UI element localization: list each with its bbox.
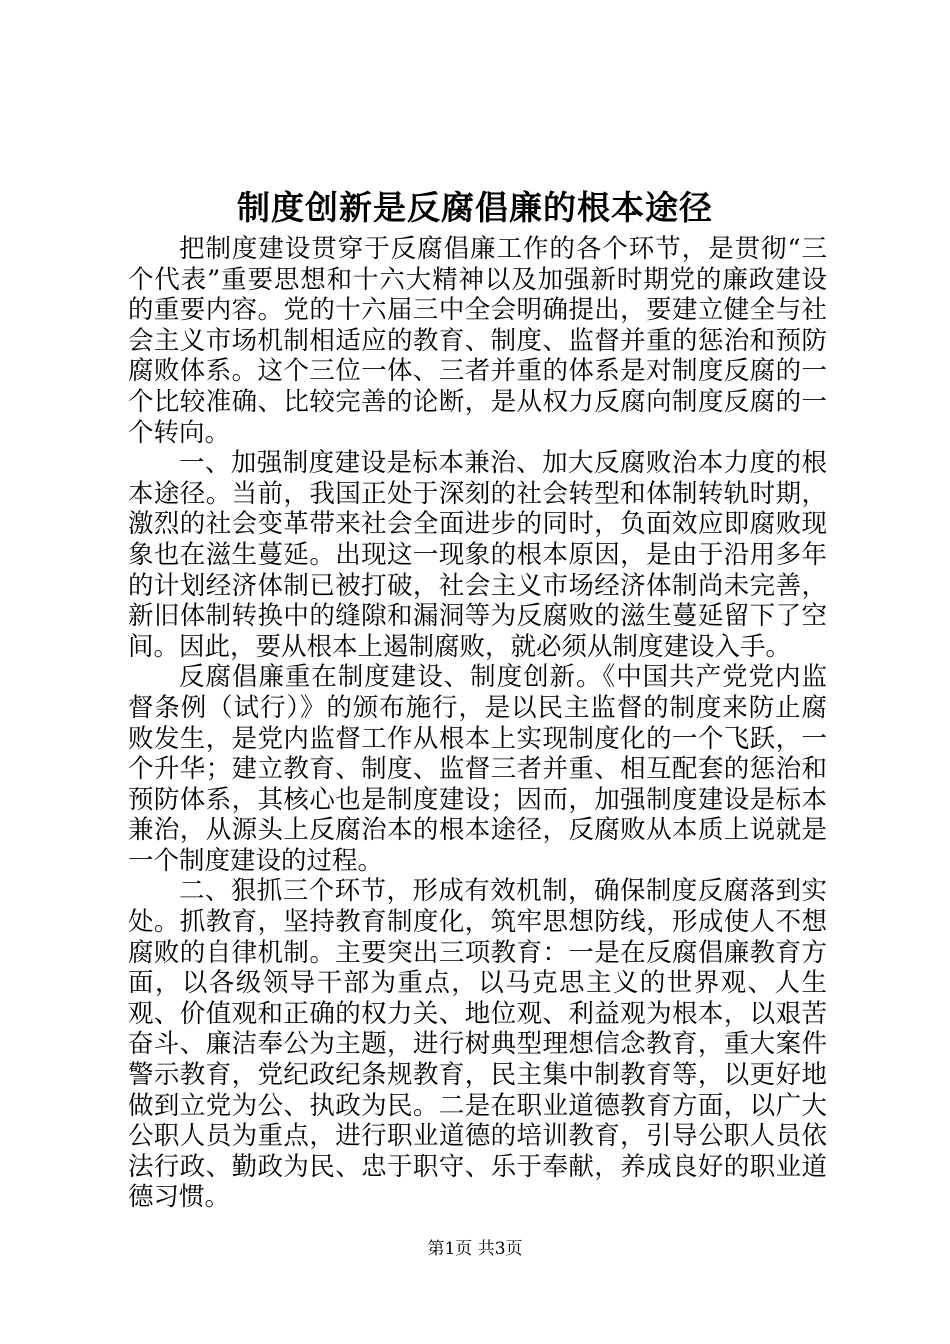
document-body (128, 234, 827, 1213)
paragraph-section-two: 二、狠抓三个环节，形成有效机制，确保制度反腐落到实处。抓教育，坚持教育制度化，筑牢思想防线，形成使人不想腐败的自律机制。主要突出三项教育：一是在反腐倡廉教育方面，以各级领导干部为重点，以马克思主义的世界观、人生观、价值观和正确的权力关、地位观、利益观为根本，以艰苦奋斗、廉洁奉公为主题，进行树典型理想信念教育，重大案件警示教育，党纪政纪条规教育，民主集中制教育等，以更好地做到立党为公、执政为民。二是在职业道德教育方面，以广大公职人员为重点，进行职业道德的培训教育，引导公职人员依法行政、勤政为民、忠于职守、乐于奉献，养成良好的职业道德习惯。 (128, 876, 827, 1213)
paragraph-intro: 把制度建设贯穿于反腐倡廉工作的各个环节，是贯彻“三个代表”重要思想和十六大精神以及加强新时期党的廉政建设的重要内容。党的十六届三中全会明确提出，要建立健全与社会主义市场机制相适应的教育、制度、监督并重的惩治和预防腐败体系。这个三位一体、三者并重的体系是对制度反腐的一个比较准确、比较完善的论断，是从权力反腐向制度反腐的一个转向。 (128, 234, 827, 448)
paragraph-institution-innovation: 反腐倡廉重在制度建设、制度创新。《中国共产党党内监督条例（试行）》的颁布施行，是以民主监督的制度来防止腐败发生，是党内监督工作从根本上实现制度化的一个飞跃，一个升华；建立教育、制度、监督三者并重、相互配套的惩治和预防体系，其核心也是制度建设；因而，加强制度建设是标本兼治，从源头上反腐治本的根本途径，反腐败从本质上说就是一个制度建设的过程。 (128, 662, 827, 876)
document-title: 制度创新是反腐倡廉的根本途径 (237, 188, 713, 227)
page-number-footer: 第1页 共3页 (427, 1239, 523, 1259)
paragraph-section-one: 一、加强制度建设是标本兼治、加大反腐败治本力度的根本途径。当前，我国正处于深刻的社会转型和体制转轨时期，激烈的社会变革带来社会全面进步的同时，负面效应即腐败现象也在滋生蔓延。出现这一现象的根本原因，是由于沿用多年的计划经济体制已被打破，社会主义市场经济体制尚未完善，新旧体制转换中的缝隙和漏洞等为反腐败的滋生蔓延留下了空间。因此，要从根本上遏制腐败，就必须从制度建设入手。 (128, 448, 827, 662)
